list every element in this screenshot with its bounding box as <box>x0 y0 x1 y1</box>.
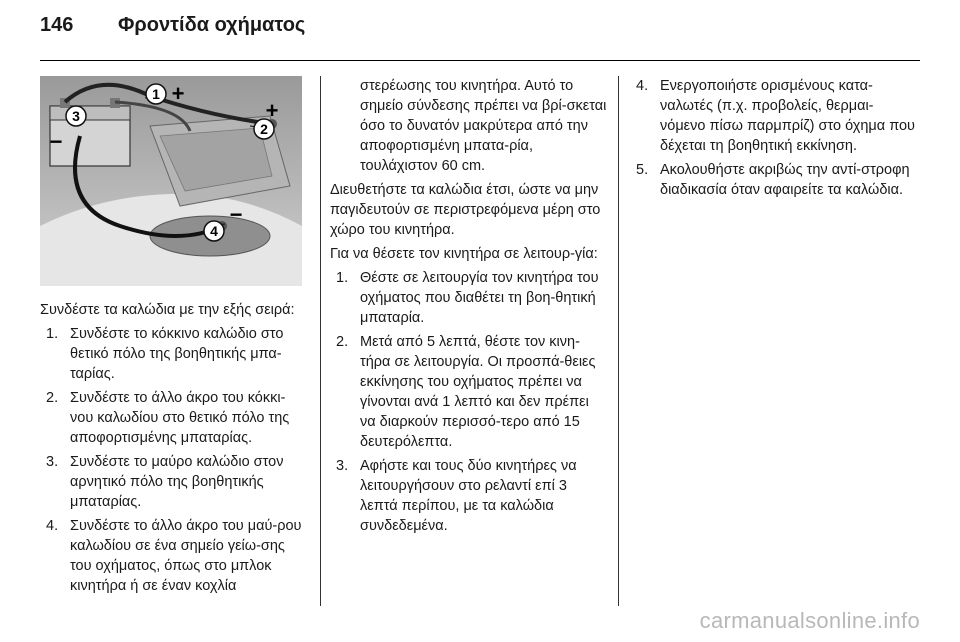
list-item: 3. Αφήστε και τους δύο κινητήρες να λειτουργήσουν στο ρελαντί επί 3 λεπτά περίπου, με τα καλώδια συνδεδεμένα. <box>336 458 577 534</box>
svg-text:4: 4 <box>210 223 218 239</box>
list-item: 1. Θέστε σε λειτουργία τον κινητήρα του οχήματος που διαθέτει τη βοη-θητική μπαταρία. <box>336 270 599 326</box>
column-divider <box>320 76 321 606</box>
list-item: 2. Συνδέστε το άλλο άκρο του κόκκι-νου καλωδίου στο θετικό πόλο της αποφορτισμένης μπαταρίας. <box>46 390 290 446</box>
page-title: Φροντίδα οχήματος <box>118 14 306 36</box>
watermark: carmanualsonline.info <box>699 608 920 633</box>
svg-text:2: 2 <box>260 121 268 137</box>
page-number: 146 <box>40 14 74 36</box>
minus-sign: − <box>229 202 243 227</box>
list-item: 4. Ενεργοποιήστε ορισμένους κατα-ναλωτές (π.χ. προβολείς, θερμαι-νόμενο πίσω παρμπρίζ) στο όχημα που δέχεται τη βοηθητική εκκίνηση. <box>636 78 915 154</box>
column-3 <box>630 76 915 204</box>
minus-sign: − <box>49 129 63 154</box>
list-item: 3. Συνδέστε το μαύρο καλώδιο στον αρνητικό πόλο της βοηθητικής μπαταρίας. <box>46 454 284 510</box>
continuation-text: στερέωσης του κινητήρα. Αυτό το σημείο σύνδεσης πρέπει να βρί-σκεται όσο το δυνατόν μακρύτερα από την αποφορτισμένη μπατα-ρία, τουλάχιστον 60 cm. <box>360 78 607 174</box>
engine-bay-drawing <box>40 76 302 286</box>
column-1 <box>40 300 308 600</box>
page-header <box>40 14 920 54</box>
svg-text:1: 1 <box>152 86 160 102</box>
column-divider <box>618 76 619 606</box>
final-steps-list <box>630 76 915 200</box>
cable-routing-text: Διευθετήστε τα καλώδια έτσι, ώστε να μην παγιδευτούν σε περιστρεφόμενα μέρη στο χώρο του κινητήρα. <box>330 182 601 238</box>
start-steps-list <box>330 268 608 536</box>
list-item: 4. Συνδέστε το άλλο άκρο του μαύ-ρου καλωδίου σε ένα σημείο γείω-σης του οχήματος, όπως στο μπλοκ κινητήρα ή σε έναν κοχλία <box>46 518 302 594</box>
list-item: 2. Μετά από 5 λεπτά, θέστε τον κινη-τήρα σε λειτουργία. Οι προσπά-θειες εκκίνησης του οχήματος πρέπει να γίνονται ανά 1 λεπτό και δεν πρέπει να διαρκούν περισσό-τερο από 15 δευτερόλεπτα. <box>336 334 596 450</box>
svg-text:3: 3 <box>72 108 80 124</box>
list-item: 1. Συνδέστε το κόκκινο καλώδιο στο θετικό πόλο της βοηθητικής μπα-ταρίας. <box>46 326 284 382</box>
plus-sign: + <box>171 81 185 106</box>
connection-steps-list <box>40 324 308 596</box>
plus-sign: + <box>265 98 279 123</box>
column-2 <box>330 76 608 540</box>
list-item: 5. Ακολουθήστε ακριβώς την αντί-στροφη διαδικασία όταν αφαιρείτε τα καλώδια. <box>636 162 910 198</box>
intro-text: Συνδέστε τα καλώδια με την εξής σειρά: <box>40 302 295 318</box>
header-divider <box>40 60 920 61</box>
start-engine-intro: Για να θέσετε τον κινητήρα σε λειτουρ-γία: <box>330 246 598 262</box>
jump-start-illustration <box>40 76 302 286</box>
